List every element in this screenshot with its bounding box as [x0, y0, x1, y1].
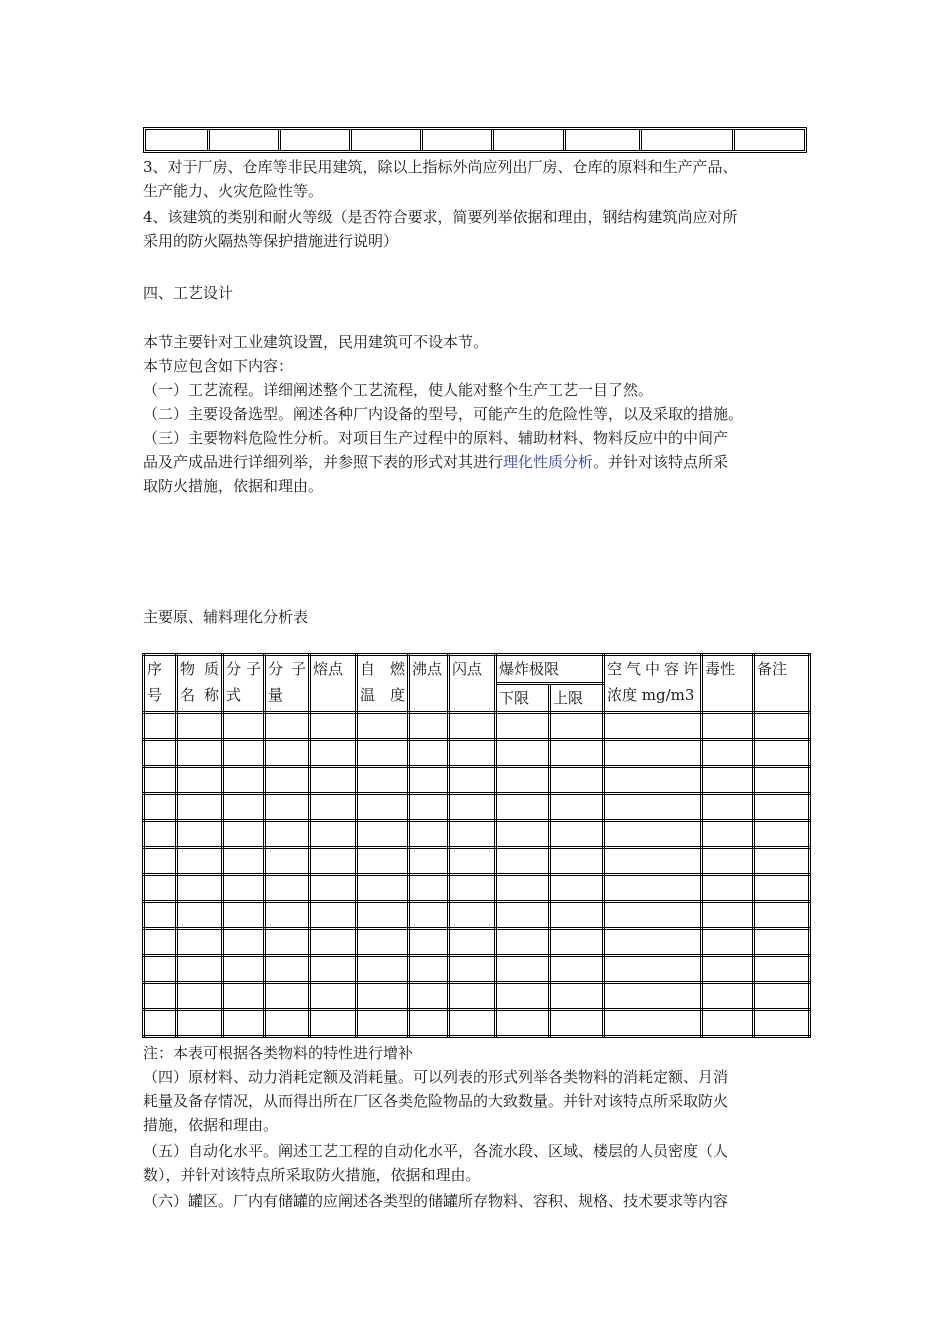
table-cell	[310, 767, 357, 794]
table-cell	[702, 767, 754, 794]
table-cell	[265, 848, 310, 875]
table-cell	[177, 1010, 223, 1037]
table-cell	[310, 929, 357, 956]
header-upper-limit: 上限	[550, 684, 604, 713]
table-cell	[550, 956, 604, 983]
top-table-cell	[146, 130, 210, 150]
table-cell	[265, 767, 310, 794]
table-cell	[144, 983, 177, 1010]
table-cell	[144, 929, 177, 956]
table-cell	[550, 929, 604, 956]
table-cell	[144, 713, 177, 740]
header-remarks: 备注	[754, 655, 810, 713]
table-cell	[265, 821, 310, 848]
table-row	[144, 767, 810, 794]
table-cell	[754, 875, 810, 902]
table-cell	[409, 1010, 449, 1037]
table-row	[144, 929, 810, 956]
table-cell	[449, 794, 496, 821]
text-run: 。并针对该特点所采	[593, 453, 729, 471]
table-cell	[496, 713, 550, 740]
table-cell	[754, 929, 810, 956]
table-cell	[754, 902, 810, 929]
table-cell	[702, 929, 754, 956]
table-cell	[357, 794, 409, 821]
table-cell	[550, 983, 604, 1010]
table-cell	[357, 929, 409, 956]
table-cell	[223, 740, 265, 767]
table-cell	[702, 1010, 754, 1037]
table-cell	[550, 794, 604, 821]
text-run: 品及产成品进行详细列举，并参照下表的形式对其进行	[143, 453, 504, 471]
table-cell	[702, 821, 754, 848]
table-cell	[144, 794, 177, 821]
header-row	[144, 655, 810, 684]
table-cell	[449, 875, 496, 902]
table-row	[144, 740, 810, 767]
table-cell	[409, 983, 449, 1010]
table-cell	[265, 740, 310, 767]
table-cell	[357, 1010, 409, 1037]
table-cell	[550, 740, 604, 767]
table-cell	[604, 740, 702, 767]
text-line: 采用的防火隔热等保护措施进行说明）	[143, 232, 399, 250]
table-cell	[754, 956, 810, 983]
table-cell	[177, 902, 223, 929]
header-toxicity: 毒性	[702, 655, 754, 713]
header-explosion-limit: 爆炸极限	[496, 655, 604, 684]
table-cell	[265, 713, 310, 740]
header-seq: 序 号	[144, 655, 177, 713]
top-table-cell	[210, 130, 281, 150]
table-title: 主要原、辅料理化分析表	[143, 608, 309, 626]
table-cell	[177, 875, 223, 902]
table-cell	[496, 983, 550, 1010]
table-cell	[177, 767, 223, 794]
table-row	[144, 902, 810, 929]
table-cell	[496, 767, 550, 794]
table-cell	[604, 848, 702, 875]
table-cell	[449, 740, 496, 767]
table-cell	[604, 902, 702, 929]
text-line: （五）自动化水平。阐述工艺工程的自动化水平，各流水段、区域、楼层的人员密度（人	[143, 1142, 729, 1160]
table-cell	[223, 848, 265, 875]
table-cell	[604, 1010, 702, 1037]
table-cell	[702, 902, 754, 929]
table-cell	[754, 794, 810, 821]
table-cell	[409, 875, 449, 902]
table-cell	[496, 875, 550, 902]
table-row	[144, 875, 810, 902]
table-cell	[223, 956, 265, 983]
table-cell	[702, 740, 754, 767]
table-cell	[177, 821, 223, 848]
table-cell	[550, 875, 604, 902]
intro-line: 本节主要针对工业建筑设置，民用建筑可不设本节。	[143, 333, 489, 351]
table-cell	[144, 956, 177, 983]
table-cell	[409, 929, 449, 956]
header-air-concentration: 空气中容许 浓度 mg/m3	[604, 655, 702, 713]
table-cell	[604, 821, 702, 848]
table-cell	[223, 821, 265, 848]
table-cell	[449, 1010, 496, 1037]
table-cell	[144, 740, 177, 767]
top-table-cell	[494, 130, 566, 150]
table-cell	[265, 956, 310, 983]
table-cell	[449, 929, 496, 956]
table-cell	[265, 929, 310, 956]
top-table-cell	[352, 130, 423, 150]
table-note: 注：本表可根据各类物料的特性进行增补	[143, 1044, 414, 1062]
table-cell	[310, 848, 357, 875]
text-line: 3、对于厂房、仓库等非民用建筑，除以上指标外尚应列出厂房、仓库的原料和生产产品、	[143, 158, 738, 176]
table-cell	[496, 740, 550, 767]
table-cell	[702, 794, 754, 821]
table-cell	[449, 983, 496, 1010]
table-cell	[177, 929, 223, 956]
table-cell	[409, 956, 449, 983]
table-cell	[409, 740, 449, 767]
top-table-cell	[735, 130, 804, 150]
text-line: 4、该建筑的类别和耐火等级（是否符合要求，简要列举依据和理由，钢结构建筑尚应对所	[143, 208, 738, 226]
table-cell	[496, 902, 550, 929]
table-cell	[754, 713, 810, 740]
section-body	[143, 330, 811, 498]
table-cell	[496, 794, 550, 821]
table-cell	[144, 875, 177, 902]
table-cell	[357, 956, 409, 983]
table-cell	[409, 767, 449, 794]
table-cell	[357, 740, 409, 767]
table-cell	[496, 821, 550, 848]
table-cell	[310, 902, 357, 929]
table-cell	[550, 1010, 604, 1037]
table-cell	[310, 821, 357, 848]
analysis-table	[142, 653, 811, 1038]
table-cell	[496, 929, 550, 956]
table-cell	[754, 740, 810, 767]
table-cell	[144, 821, 177, 848]
table-cell	[177, 794, 223, 821]
text-line: （四）原材料、动力消耗定额及消耗量。可以列表的形式列举各类物料的消耗定额、月消	[143, 1068, 729, 1086]
table-row	[144, 956, 810, 983]
table-cell	[754, 983, 810, 1010]
text-line: 措施，依据和理由。	[143, 1116, 279, 1134]
item-2: （二）主要设备选型。阐述各种厂内设备的型号，可能产生的危险性等，以及采取的措施。	[143, 405, 744, 423]
table-cell	[223, 902, 265, 929]
header-autoignition: 自 燃 温度	[357, 655, 409, 713]
table-cell	[177, 956, 223, 983]
table-cell	[449, 902, 496, 929]
table-cell	[496, 848, 550, 875]
header-flash: 闪点	[449, 655, 496, 713]
table-cell	[754, 848, 810, 875]
table-cell	[357, 767, 409, 794]
table-cell	[177, 848, 223, 875]
table-row	[144, 821, 810, 848]
table-cell	[265, 794, 310, 821]
header-lower-limit: 下限	[496, 684, 550, 713]
table-cell	[177, 740, 223, 767]
table-cell	[357, 902, 409, 929]
table-cell	[550, 713, 604, 740]
table-cell	[223, 794, 265, 821]
table-cell	[604, 794, 702, 821]
text-line: 生产能力、火灾危险性等。	[143, 182, 324, 200]
item-3-line-1: （三）主要物料危险性分析。对项目生产过程中的原料、辅助材料、物料反应中的中间产	[143, 429, 729, 447]
table-cell	[550, 767, 604, 794]
table-cell	[357, 983, 409, 1010]
table-cell	[449, 848, 496, 875]
table-cell	[310, 956, 357, 983]
top-table-cell	[423, 130, 494, 150]
section-heading: 四、工艺设计	[143, 284, 234, 302]
table-cell	[496, 1010, 550, 1037]
table-cell	[702, 875, 754, 902]
table-cell	[223, 983, 265, 1010]
table-cell	[409, 902, 449, 929]
table-row	[144, 848, 810, 875]
table-cell	[604, 875, 702, 902]
top-table-fragment	[143, 127, 807, 153]
top-table-cell	[566, 130, 642, 150]
table-cell	[550, 902, 604, 929]
text-line: 数），并针对该特点所采取防火措施，依据和理由。	[143, 1166, 481, 1184]
table-cell	[144, 767, 177, 794]
table-cell	[223, 929, 265, 956]
item-4	[143, 1065, 811, 1137]
table-cell	[754, 1010, 810, 1037]
header-name: 物 质 名称	[177, 655, 223, 713]
table-cell	[409, 848, 449, 875]
table-cell	[177, 983, 223, 1010]
table-cell	[702, 848, 754, 875]
table-cell	[604, 983, 702, 1010]
table-cell	[550, 821, 604, 848]
table-cell	[409, 821, 449, 848]
table-cell	[310, 740, 357, 767]
table-cell	[449, 956, 496, 983]
item-1: （一）工艺流程。详细阐述整个工艺流程，使人能对整个生产工艺一目了然。	[143, 381, 654, 399]
paragraph-3	[143, 155, 811, 203]
header-boiling: 沸点	[409, 655, 449, 713]
header-weight: 分 子 量	[265, 655, 310, 713]
item-3-line-2	[143, 450, 811, 474]
item-3-line-3: 取防火措施，依据和理由。	[143, 477, 324, 495]
top-table-cell	[642, 130, 735, 150]
table-cell	[310, 1010, 357, 1037]
table-row	[144, 983, 810, 1010]
table-cell	[265, 983, 310, 1010]
table-cell	[449, 767, 496, 794]
table-row	[144, 794, 810, 821]
table-cell	[310, 983, 357, 1010]
table-cell	[223, 713, 265, 740]
table-row	[144, 713, 810, 740]
table-cell	[550, 848, 604, 875]
item-6: （六）罐区。厂内有储罐的应阐述各类型的储罐所存物料、容积、规格、技术要求等内容	[143, 1192, 729, 1210]
table-row	[144, 1010, 810, 1037]
table-cell	[496, 956, 550, 983]
table-cell	[144, 848, 177, 875]
table-cell	[265, 875, 310, 902]
property-analysis-link[interactable]: 理化性质分析	[503, 453, 594, 471]
table-cell	[357, 713, 409, 740]
table-cell	[177, 713, 223, 740]
table-cell	[144, 902, 177, 929]
table-cell	[604, 713, 702, 740]
table-cell	[754, 821, 810, 848]
table-cell	[604, 956, 702, 983]
paragraph-4	[143, 205, 811, 253]
item-5	[143, 1139, 811, 1187]
header-melting: 熔点	[310, 655, 357, 713]
table-cell	[310, 713, 357, 740]
intro-line: 本节应包含如下内容：	[143, 357, 294, 375]
table-cell	[702, 956, 754, 983]
header-formula: 分子 式	[223, 655, 265, 713]
table-cell	[409, 713, 449, 740]
table-cell	[357, 821, 409, 848]
table-cell	[265, 902, 310, 929]
table-cell	[409, 794, 449, 821]
table-cell	[144, 1010, 177, 1037]
table-cell	[223, 875, 265, 902]
table-cell	[449, 713, 496, 740]
table-cell	[604, 929, 702, 956]
table-cell	[449, 821, 496, 848]
table-cell	[310, 794, 357, 821]
table-cell	[357, 875, 409, 902]
table-cell	[223, 767, 265, 794]
table-cell	[604, 767, 702, 794]
table-cell	[702, 713, 754, 740]
table-cell	[357, 848, 409, 875]
top-table-cell	[281, 130, 352, 150]
table-cell	[754, 767, 810, 794]
text-line: 耗量及备存情况，从而得出所在厂区各类危险物品的大致数量。并针对该特点所采取防火	[143, 1092, 729, 1110]
table-cell	[265, 1010, 310, 1037]
table-cell	[223, 1010, 265, 1037]
table-cell	[310, 875, 357, 902]
table-cell	[702, 983, 754, 1010]
